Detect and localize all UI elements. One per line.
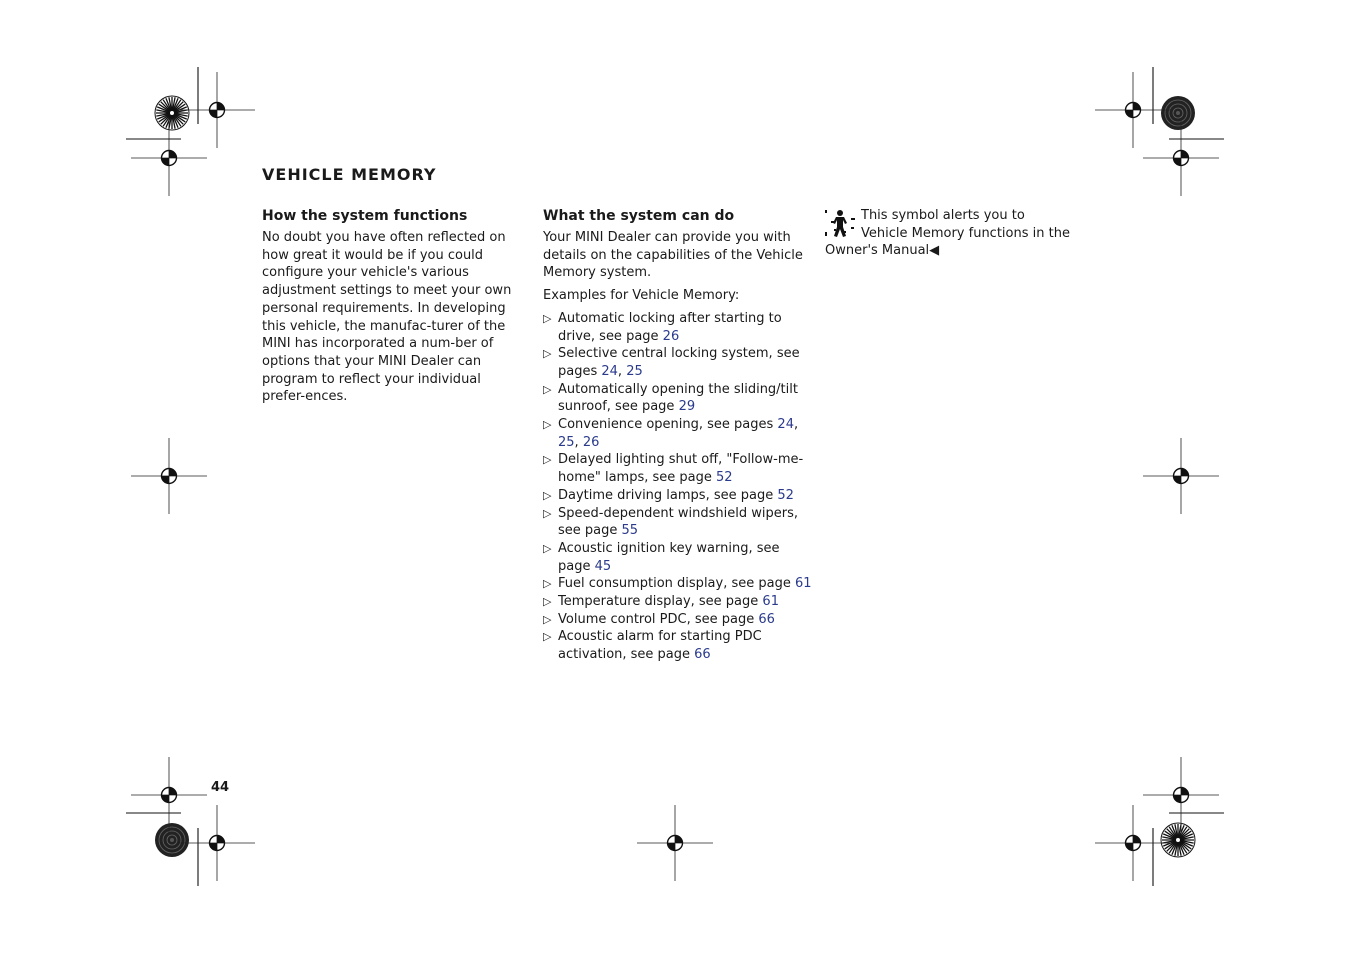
heading-how-the-system-functions: How the system functions — [262, 208, 468, 224]
list-item — [543, 593, 813, 611]
page-reference-link[interactable]: 52 — [716, 470, 733, 486]
examples-label: Examples for Vehicle Memory: — [543, 288, 740, 304]
page-reference-link[interactable]: 24 — [601, 363, 618, 379]
page-reference-link[interactable]: 55 — [621, 523, 639, 539]
vehicle-memory-person-icon — [825, 209, 857, 239]
list-item-text: Automatically opening the sliding/tilt sunroof, see page — [558, 381, 798, 415]
list-item — [543, 310, 813, 345]
end-mark-icon: ◀ — [929, 243, 940, 259]
triangle-bullet-icon: ▷ — [543, 541, 552, 555]
list-item — [543, 611, 813, 629]
page-reference-link[interactable]: 52 — [777, 487, 794, 503]
triangle-bullet-icon: ▷ — [543, 577, 552, 591]
page-reference-link[interactable]: 25 — [558, 434, 575, 450]
list-item-text: Automatic locking after starting to drive, see page — [558, 310, 782, 344]
page-reference-link[interactable]: 25 — [626, 363, 643, 379]
page-reference-link[interactable]: 26 — [582, 434, 600, 450]
page-number: 44 — [211, 780, 230, 795]
list-item-text: Temperature display, see page — [558, 594, 763, 610]
triangle-bullet-icon: ▷ — [543, 347, 552, 361]
list-item — [543, 381, 813, 416]
triangle-bullet-icon: ▷ — [543, 382, 552, 396]
triangle-bullet-icon: ▷ — [543, 595, 552, 609]
page-reference-link[interactable]: 61 — [794, 576, 812, 592]
triangle-bullet-icon: ▷ — [543, 488, 552, 502]
list-item-text: Daytime driving lamps, see page — [558, 487, 778, 503]
list-item — [543, 540, 813, 575]
list-item-text: Fuel consumption display, see page — [558, 576, 795, 592]
list-item-text: Volume control PDC, see page — [558, 611, 759, 627]
triangle-bullet-icon: ▷ — [543, 506, 552, 520]
page-reference-link[interactable]: 26 — [662, 328, 680, 344]
triangle-bullet-icon: ▷ — [543, 453, 552, 467]
list-item-text: Convenience opening, see pages — [558, 417, 778, 433]
page-reference-link[interactable]: 45 — [594, 558, 612, 574]
page-reference-link[interactable]: 66 — [758, 611, 775, 627]
list-item — [543, 628, 813, 663]
examples-list — [543, 310, 813, 664]
page-reference-link[interactable]: 29 — [678, 399, 696, 415]
list-item-text: Speed-dependent windshield wipers, see page — [558, 505, 798, 539]
list-item-text: Acoustic alarm for starting PDC activation, see page — [558, 629, 762, 663]
symbol-note-text: This symbol alerts you to Vehicle Memory functions in the Owner's Manual — [825, 208, 1070, 259]
page-reference-link[interactable]: 66 — [694, 647, 711, 663]
page-reference-link[interactable]: 24 — [777, 417, 794, 433]
list-item: ▷ Selective central locking system, see pages 24, 25 — [543, 346, 800, 379]
section-title: VEHICLE MEMORY — [262, 165, 437, 184]
list-item — [543, 575, 813, 593]
body-paragraph: No doubt you have often reflected on how great it would be if you could configure your vehicle's various adjustment settings to meet your own personal requirements. In developing this vehicle, the manufac-turer of the MINI has incorporated a num-ber of options that your MINI Dealer can program to reflect your individual prefer-ences. — [262, 230, 512, 405]
list-item-text: Delayed lighting shut off, "Follow-me-home" lamps, see page — [558, 452, 804, 486]
heading-what-the-system-can-do: What the system can do — [543, 208, 735, 224]
column-how-it-functions — [262, 207, 528, 411]
triangle-bullet-icon: ▷ — [543, 612, 552, 626]
list-item — [543, 451, 813, 486]
list-item: ▷ Convenience opening, see pages 24, 25, 26 — [543, 417, 799, 450]
list-item-text: Selective central locking system, see pages — [558, 346, 800, 379]
triangle-bullet-icon: ▷ — [543, 630, 552, 644]
triangle-bullet-icon: ▷ — [543, 311, 552, 325]
list-item — [543, 487, 813, 505]
triangle-bullet-icon: ▷ — [543, 418, 552, 432]
page-reference-link[interactable]: 61 — [762, 594, 779, 610]
list-item-text: Acoustic ignition key warning, see page — [558, 540, 780, 574]
list-item — [543, 505, 813, 540]
column-what-it-can-do — [543, 207, 813, 664]
column-symbol-note — [825, 207, 1075, 260]
intro-paragraph: Your MINI Dealer can provide you with details on the capabilities of the Vehicle Memory system. — [543, 230, 803, 281]
